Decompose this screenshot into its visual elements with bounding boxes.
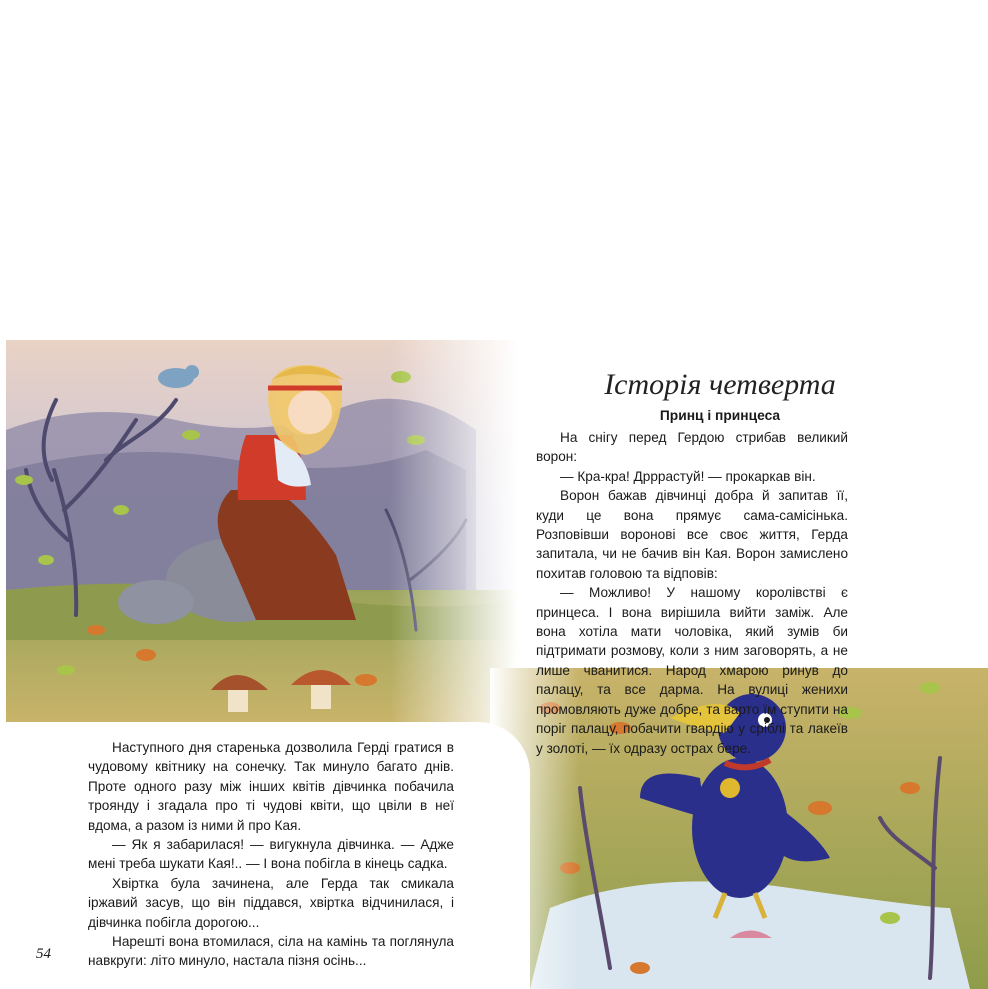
paragraph: Наступного дня старенька дозволила Герді гратися в чудовому квітнику на сонечку. Так минуло багато днів. Проте одного разу між інших квітів дівчинка побачила троянду і згадала про ті чудові квіти, що цвіли в неї вдома, а разом із ними й про Кая. <box>88 740 454 833</box>
paragraph: Ворон бажав дівчинці добра й запитав її, куди це вона прямує сама-самісінька. Розповівши воронові все своє життя, Герда запитала, чи не бачив він Кая. Ворон замислено похитав головою та відповів: <box>536 488 848 581</box>
paragraph: Хвіртка була зачинена, але Герда так смикала іржавий засув, що він піддався, хвіртка відчинилася, і дівчинка побігла дорогою... <box>88 875 454 930</box>
paragraph: — Кра-кра! Дрррастуй! — прокаркав він. <box>560 468 816 484</box>
paragraph: Нарешті вона втомилася, сіла на камінь та поглянула навкруги: літо минуло, настала пізня осінь... <box>88 934 454 969</box>
right-column-text <box>536 428 848 758</box>
page-number: 54 <box>36 946 51 962</box>
illustration-gerda <box>6 340 518 725</box>
left-column-text <box>88 738 454 971</box>
chapter-subtitle: Принц і принцеса <box>659 408 781 423</box>
paragraph: — Як я забарилася! — вигукнула дівчинка. — Адже мені треба шукати Кая!.. — І вона побігла в кінець садка. <box>88 837 454 872</box>
paragraph: На снігу перед Гердою стрибав великий ворон: <box>536 430 848 465</box>
paragraph: — Можливо! У нашому королівстві є принцеса. І вона вирішила вийти заміж. Але вона хотіла мати чоловіка, який зумів би підтримати розмову, коли з ним заговорять, а не лише чванитися. Народ хмарою ринув до палацу, та все дарма. На вулиці женихи промовляють дуже добре, та варто їм ступити на поріг палацу, побачити гвардію у сріблі та лакеїв у золоті, — їх одразу острах бере. <box>536 585 848 756</box>
chapter-title: Історія четверта <box>604 368 836 401</box>
